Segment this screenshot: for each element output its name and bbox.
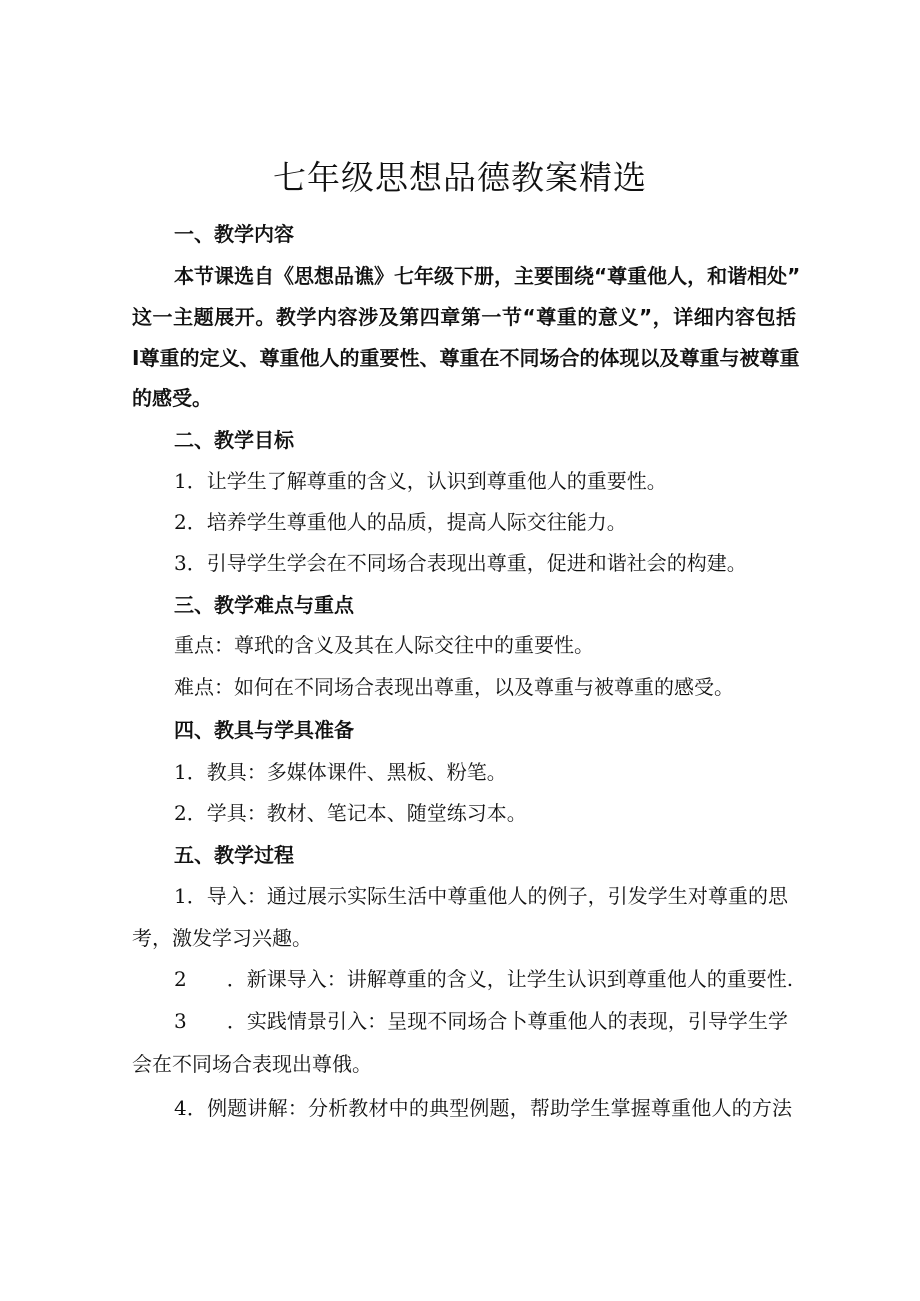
section-heading-keypoints: 三、教学难点与重点 [174, 593, 354, 617]
goal-item: 3．引导学生学会在不同场合表现出尊重，促进和谐社会的构建。 [174, 551, 747, 575]
process-item-3-line: 会在不同场合表现出尊俄。 [132, 1052, 372, 1076]
section-heading-process: 五、教学过程 [174, 843, 294, 867]
goal-item: 2．培养学生尊重他人的品质，提高人际交往能力。 [174, 510, 627, 534]
process-item-4: 4．例题讲解：分析教材中的典型例题，帮助学生掌握尊重他人的方法 [174, 1096, 792, 1120]
process-item-2: 2 ．新课导入：讲解尊重的含义，让学生认识到尊重他人的重要性. [174, 967, 794, 991]
content-paragraph-line: 的感受。 [132, 386, 212, 410]
tool-item: 2．学具：教材、笔记本、随堂练习本。 [174, 801, 527, 825]
key-point-text: 重点：尊玳的含义及其在人际交往中的重要性。 [174, 633, 594, 657]
content-paragraph-line: I尊重的定义、尊重他人的重要性、尊重在不同场合的体现以及尊重与被尊重 [132, 346, 800, 370]
content-paragraph-line: 这一主题展开。教学内容涉及第四章第一节“尊重的意义”，详细内容包括 [132, 305, 796, 329]
content-paragraph-line: 本节课选自《思想品谯》七年级下册，主要围绕“尊重他人，和谐相处” [174, 264, 801, 288]
section-heading-tools: 四、教具与学具准备 [174, 718, 354, 742]
process-item-3-line: 3 ．实践情景引入：呈现不同场合卜尊重他人的表现，引导学生学 [174, 1009, 788, 1033]
section-heading-goals: 二、教学目标 [174, 428, 294, 452]
process-item-1-line: 考，激发学习兴趣。 [132, 926, 312, 950]
process-item-1-line: 1．导入：通过展示实际生活中尊重他人的例子，引发学生对尊重的思 [174, 884, 788, 908]
section-heading-content: 一、教学内容 [174, 222, 294, 246]
document-title: 七年级思想品德教案精选 [273, 158, 647, 197]
difficulty-text: 难点：如何在不同场合表现出尊重，以及尊重与被尊重的感受。 [174, 675, 734, 699]
tool-item: 1．教具：多媒体课件、黑板、粉笔。 [174, 760, 507, 784]
goal-item: 1．让学生了解尊重的含义，认识到尊重他人的重要性。 [174, 469, 667, 493]
